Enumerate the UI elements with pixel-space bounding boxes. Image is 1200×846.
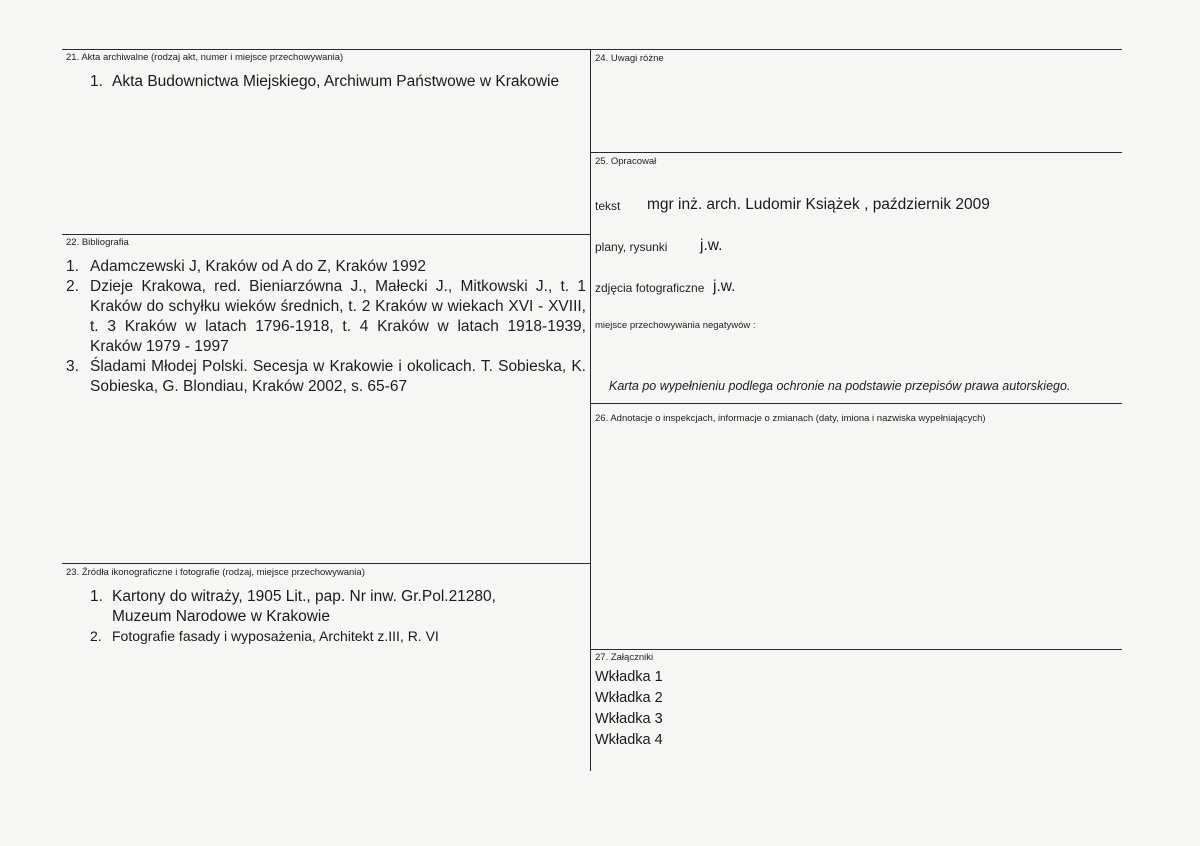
item-number: 1. bbox=[90, 588, 103, 605]
item-text: Adamczewski J, Kraków od A do Z, Kraków 1992 bbox=[90, 258, 426, 275]
column-divider bbox=[590, 49, 591, 771]
section-26-caption: 26. Adnotacje o inspekcjach, informacje o zmianach (daty, imiona i nazwiska wypełniających) bbox=[595, 413, 986, 424]
item-number: 3. bbox=[66, 358, 79, 375]
item-text: Dzieje Krakowa, red. Bieniarzówna J., Małecki J., Mitkowski J., t. 1 Kraków do schyłku wieków średnich, t. 2 Kraków w wiekach XVI - XVIII, t. 3 Kraków w latach 1796-1918, t. 4 Kraków w latach 1918-1939, Kraków 1979 - 1997 bbox=[90, 278, 586, 355]
item-text: Fotografie fasady i wyposażenia, Architekt z.III, R. VI bbox=[112, 628, 439, 644]
item-number: 2. bbox=[90, 628, 102, 644]
bibliography-item bbox=[66, 277, 586, 357]
section-23-item bbox=[90, 628, 439, 644]
rule-27 bbox=[590, 649, 1122, 650]
section-23-caption: 23. Źródła ikonograficzne i fotografie (rodzaj, miejsce przechowywania) bbox=[66, 567, 365, 578]
plany-label: plany, rysunki bbox=[595, 240, 668, 254]
bibliography-item bbox=[66, 257, 586, 277]
tekst-value: mgr inż. arch. Ludomir Książek , październik 2009 bbox=[647, 196, 990, 213]
attachment-item: Wkładka 4 bbox=[595, 732, 663, 748]
section-21-caption: 21. Akta archiwalne (rodzaj akt, numer i miejsce przechowywania) bbox=[66, 52, 344, 63]
section-23-item-continuation: Muzeum Narodowe w Krakowie bbox=[112, 608, 330, 625]
attachment-item: Wkładka 3 bbox=[595, 711, 663, 727]
section-22-caption: 22. Bibliografia bbox=[66, 237, 129, 248]
section-23-item bbox=[90, 588, 496, 606]
rule-24 bbox=[590, 49, 1122, 50]
section-21-item bbox=[90, 73, 559, 91]
rule-26 bbox=[590, 403, 1122, 404]
item-text: Kartony do witraży, 1905 Lit., pap. Nr inw. Gr.Pol.21280, bbox=[112, 588, 496, 605]
section-27-caption: 27. Załączniki bbox=[595, 652, 654, 663]
rule-23 bbox=[62, 563, 590, 564]
attachment-item: Wkładka 1 bbox=[595, 669, 663, 685]
section-24-caption: 24. Uwagi różne bbox=[595, 53, 664, 64]
plany-value: j.w. bbox=[700, 237, 723, 254]
bibliography-item bbox=[66, 357, 586, 397]
copyright-note: Karta po wypełnieniu podlega ochronie na podstawie przepisów prawa autorskiego. bbox=[609, 379, 1071, 393]
item-number: 2. bbox=[66, 278, 79, 295]
negatywy-label: miejsce przechowywania negatywów : bbox=[595, 320, 756, 331]
zdjecia-label: zdjęcia fotograficzne bbox=[595, 281, 705, 295]
item-number: 1. bbox=[90, 73, 103, 90]
rule-25 bbox=[590, 152, 1122, 153]
rule-22 bbox=[62, 234, 590, 235]
zdjecia-value: j.w. bbox=[713, 278, 736, 295]
rule-21 bbox=[62, 49, 590, 50]
item-text: Śladami Młodej Polski. Secesja w Krakowie i okolicach. T. Sobieska, K. Sobieska, G. Blondiau, Kraków 2002, s. 65-67 bbox=[90, 358, 586, 395]
section-25-caption: 25. Opracował bbox=[595, 156, 657, 167]
item-number: 1. bbox=[66, 258, 79, 275]
item-text: Akta Budownictwa Miejskiego, Archiwum Państwowe w Krakowie bbox=[112, 73, 560, 90]
attachment-item: Wkładka 2 bbox=[595, 690, 663, 706]
tekst-label: tekst bbox=[595, 199, 621, 213]
bibliography-list bbox=[66, 257, 586, 397]
